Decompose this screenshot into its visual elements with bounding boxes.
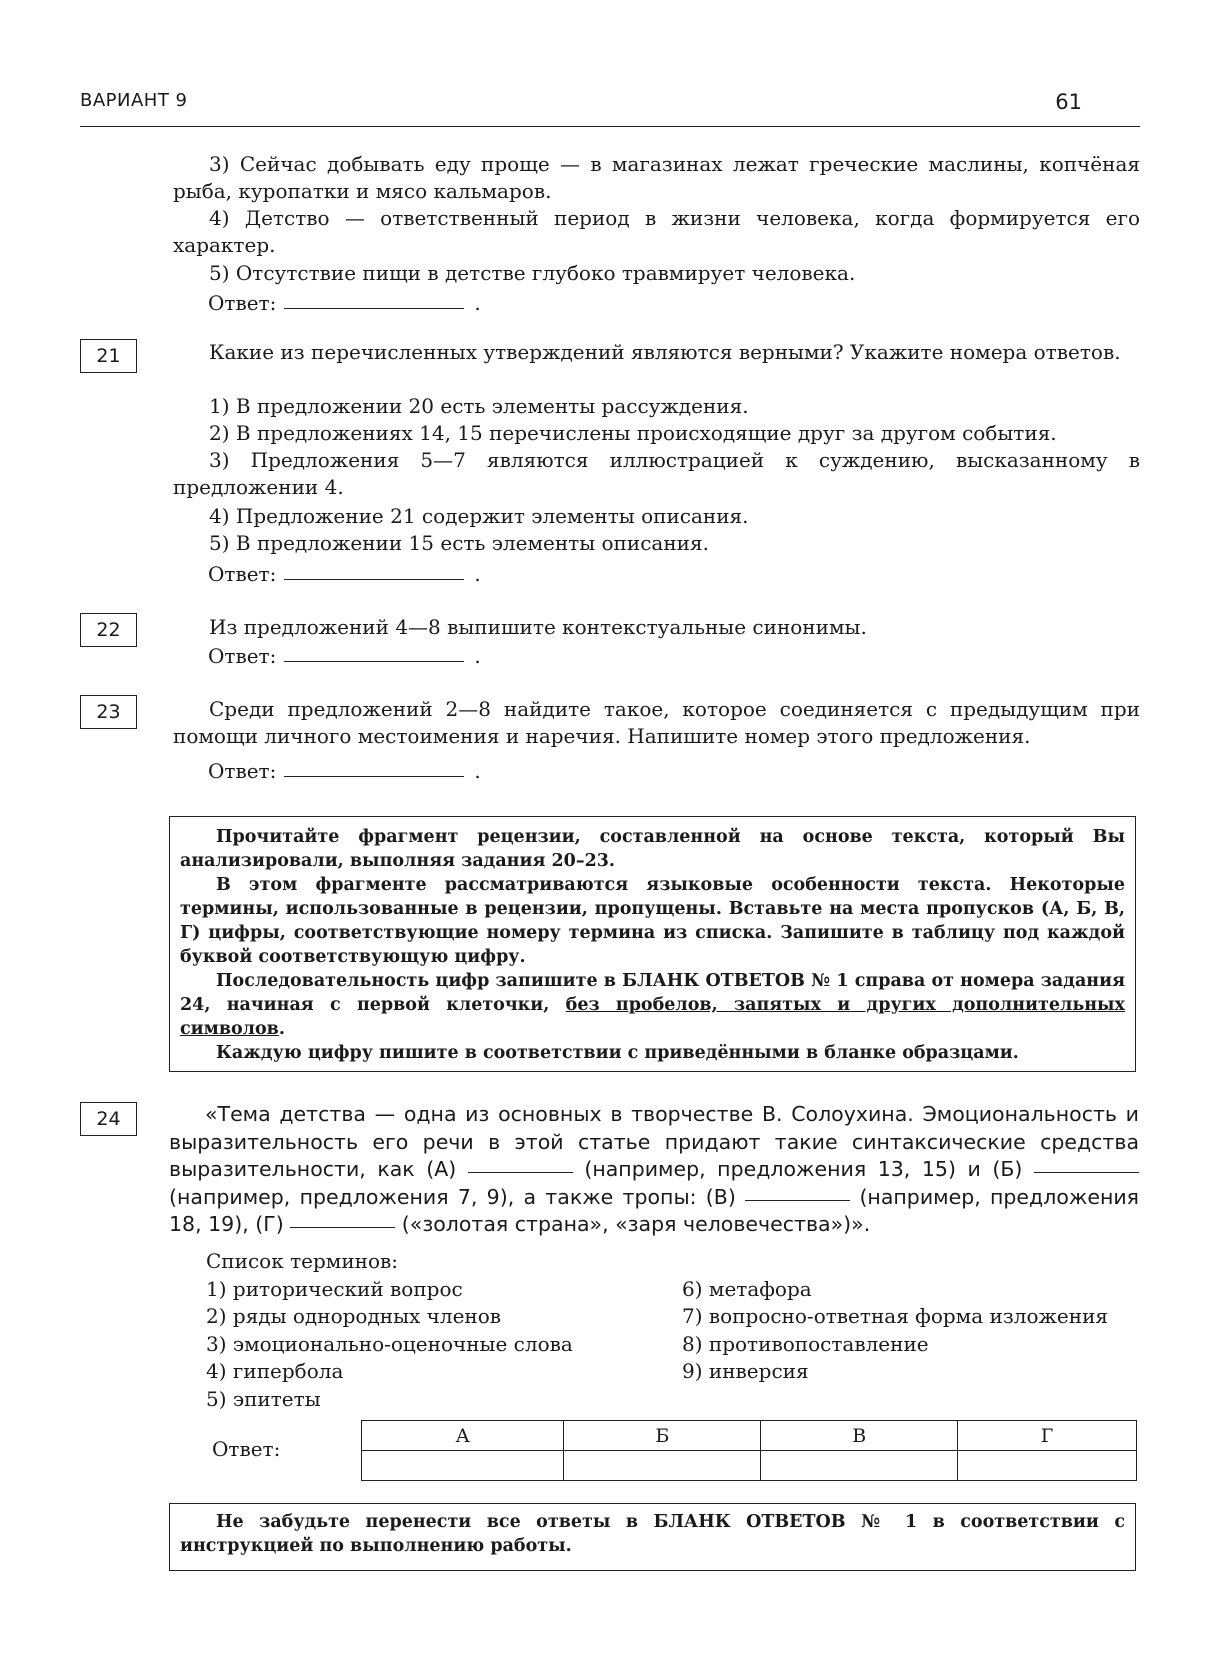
instruction-box: [169, 816, 1136, 1072]
q21-option-4: 4) Предложение 21 содержит элементы описания.: [209, 504, 749, 528]
term-item: 8) противопоставление: [682, 1331, 929, 1356]
gap-v[interactable]: [745, 1200, 850, 1201]
q20-answer: Ответ: .: [208, 291, 481, 315]
reminder-box: [169, 1503, 1136, 1571]
q21-answer: Ответ: .: [208, 562, 481, 586]
terms-list-left: [206, 1248, 573, 1413]
q24-review-text: «Тема детства — одна из основных в творчестве В. Солоухина. Эмоциональность и выразительность его речи в этой статье придают такие синтаксические средства выразительности, как (А) (например, предложения 13, 15) и (Б) (например, предложения 7, 9), а также тропы: (В) (например, предложения 18, 19), (Г) («золотая страна», «заря человечества»)».: [169, 1102, 1139, 1236]
task-number-23: 23: [80, 695, 137, 729]
answer-cell-g[interactable]: [958, 1451, 1137, 1481]
answer-line[interactable]: [284, 776, 464, 777]
table-header-v: В: [761, 1421, 958, 1451]
q22-prompt: Из предложений 4—8 выпишите контекстуальные синонимы.: [209, 615, 867, 639]
term-item: 6) метафора: [682, 1276, 812, 1301]
reminder-text: Не забудьте перенести все ответы в БЛАНК ОТВЕТОВ № 1 в соответствии с инструкцией по выполнению работы.: [180, 1512, 1125, 1556]
answer-cell-a[interactable]: [362, 1451, 564, 1481]
instruction-p4: Каждую цифру пишите в соответствии с приведёнными в бланке образцами.: [216, 1043, 1019, 1063]
table-header-b: Б: [564, 1421, 761, 1451]
answer-cell-b[interactable]: [564, 1451, 761, 1481]
term-item: 4) гипербола: [206, 1359, 344, 1383]
q22-answer: Ответ: .: [208, 644, 481, 668]
answer-cell-v[interactable]: [761, 1451, 958, 1481]
instruction-emphasis: без пробелов, запятых и других дополнительных символов: [180, 995, 1125, 1039]
task-number-22: 22: [80, 613, 137, 647]
task-number-21: 21: [80, 339, 137, 373]
answer-line[interactable]: [284, 661, 464, 662]
gap-b[interactable]: [1034, 1172, 1139, 1173]
gap-a[interactable]: [468, 1172, 573, 1173]
answer-table: [361, 1420, 1137, 1481]
q24-answer-label: Ответ:: [212, 1437, 281, 1461]
answer-label: Ответ:: [208, 562, 277, 586]
task-number-24: 24: [80, 1102, 137, 1136]
header-divider: [80, 126, 1140, 127]
q20-option-3: 3) Сейчас добывать еду проще — в магазинах лежат греческие маслины, копчёная рыба, куропатки и мясо кальмаров.: [173, 152, 1140, 203]
term-item: 5) эпитеты: [206, 1386, 321, 1411]
answer-label: Ответ:: [208, 644, 277, 668]
instruction-p2: В этом фрагменте рассматриваются языковые особенности текста. Некоторые термины, использованные в рецензии, пропущены. Вставьте на места пропусков (А, Б, В, Г) цифры, соответствующие номеру термина из списка. Запишите в таблицу под каждой буквой соответствующую цифру.: [180, 875, 1125, 967]
q21-option-5: 5) В предложении 15 есть элементы описания.: [209, 531, 709, 555]
page-number: 61: [1055, 90, 1082, 114]
q21-option-2: 2) В предложениях 14, 15 перечислены происходящие друг за другом события.: [209, 421, 1057, 445]
answer-label: Ответ:: [208, 759, 277, 783]
variant-title: ВАРИАНТ 9: [80, 90, 188, 111]
term-item: 7) вопросно-ответная форма изложения: [682, 1304, 1109, 1328]
term-item: 3) эмоционально-оценочные слова: [206, 1331, 573, 1356]
q21-option-1: 1) В предложении 20 есть элементы рассуждения.: [209, 394, 749, 418]
instruction-p3: Последовательность цифр запишите в БЛАНК ОТВЕТОВ № 1 справа от номера задания 24, начиная с первой клеточки, без пробелов, запятых и других дополнительных символов.: [180, 971, 1125, 1039]
q23-prompt: Среди предложений 2—8 найдите такое, которое соединяется с предыдущим при помощи личного местоимения и наречия. Напишите номер этого предложения.: [173, 697, 1140, 748]
answer-line[interactable]: [284, 308, 464, 309]
table-header-g: Г: [958, 1421, 1137, 1451]
q21-prompt: Какие из перечисленных утверждений являются верными? Укажите номера ответов.: [209, 340, 1121, 364]
table-header-a: А: [362, 1421, 564, 1451]
instruction-p1: Прочитайте фрагмент рецензии, составленной на основе текста, который Вы анализировали, выполняя задания 20–23.: [180, 827, 1125, 871]
gap-g[interactable]: [290, 1227, 395, 1228]
q21-option-3: 3) Предложения 5—7 являются иллюстрацией к суждению, высказанному в предложении 4.: [173, 448, 1140, 499]
terms-list-right: [682, 1276, 1108, 1386]
term-item: 9) инверсия: [682, 1359, 809, 1383]
term-item: 1) риторический вопрос: [206, 1276, 463, 1301]
q20-option-4: 4) Детство — ответственный период в жизни человека, когда формируется его характер.: [173, 206, 1140, 257]
q23-answer: Ответ: .: [208, 759, 481, 783]
answer-line[interactable]: [284, 579, 464, 580]
q20-option-5: 5) Отсутствие пищи в детстве глубоко травмирует человека.: [209, 261, 856, 285]
terms-title: Список терминов:: [206, 1249, 399, 1273]
answer-label: Ответ:: [208, 291, 277, 315]
term-item: 2) ряды однородных членов: [206, 1304, 502, 1328]
